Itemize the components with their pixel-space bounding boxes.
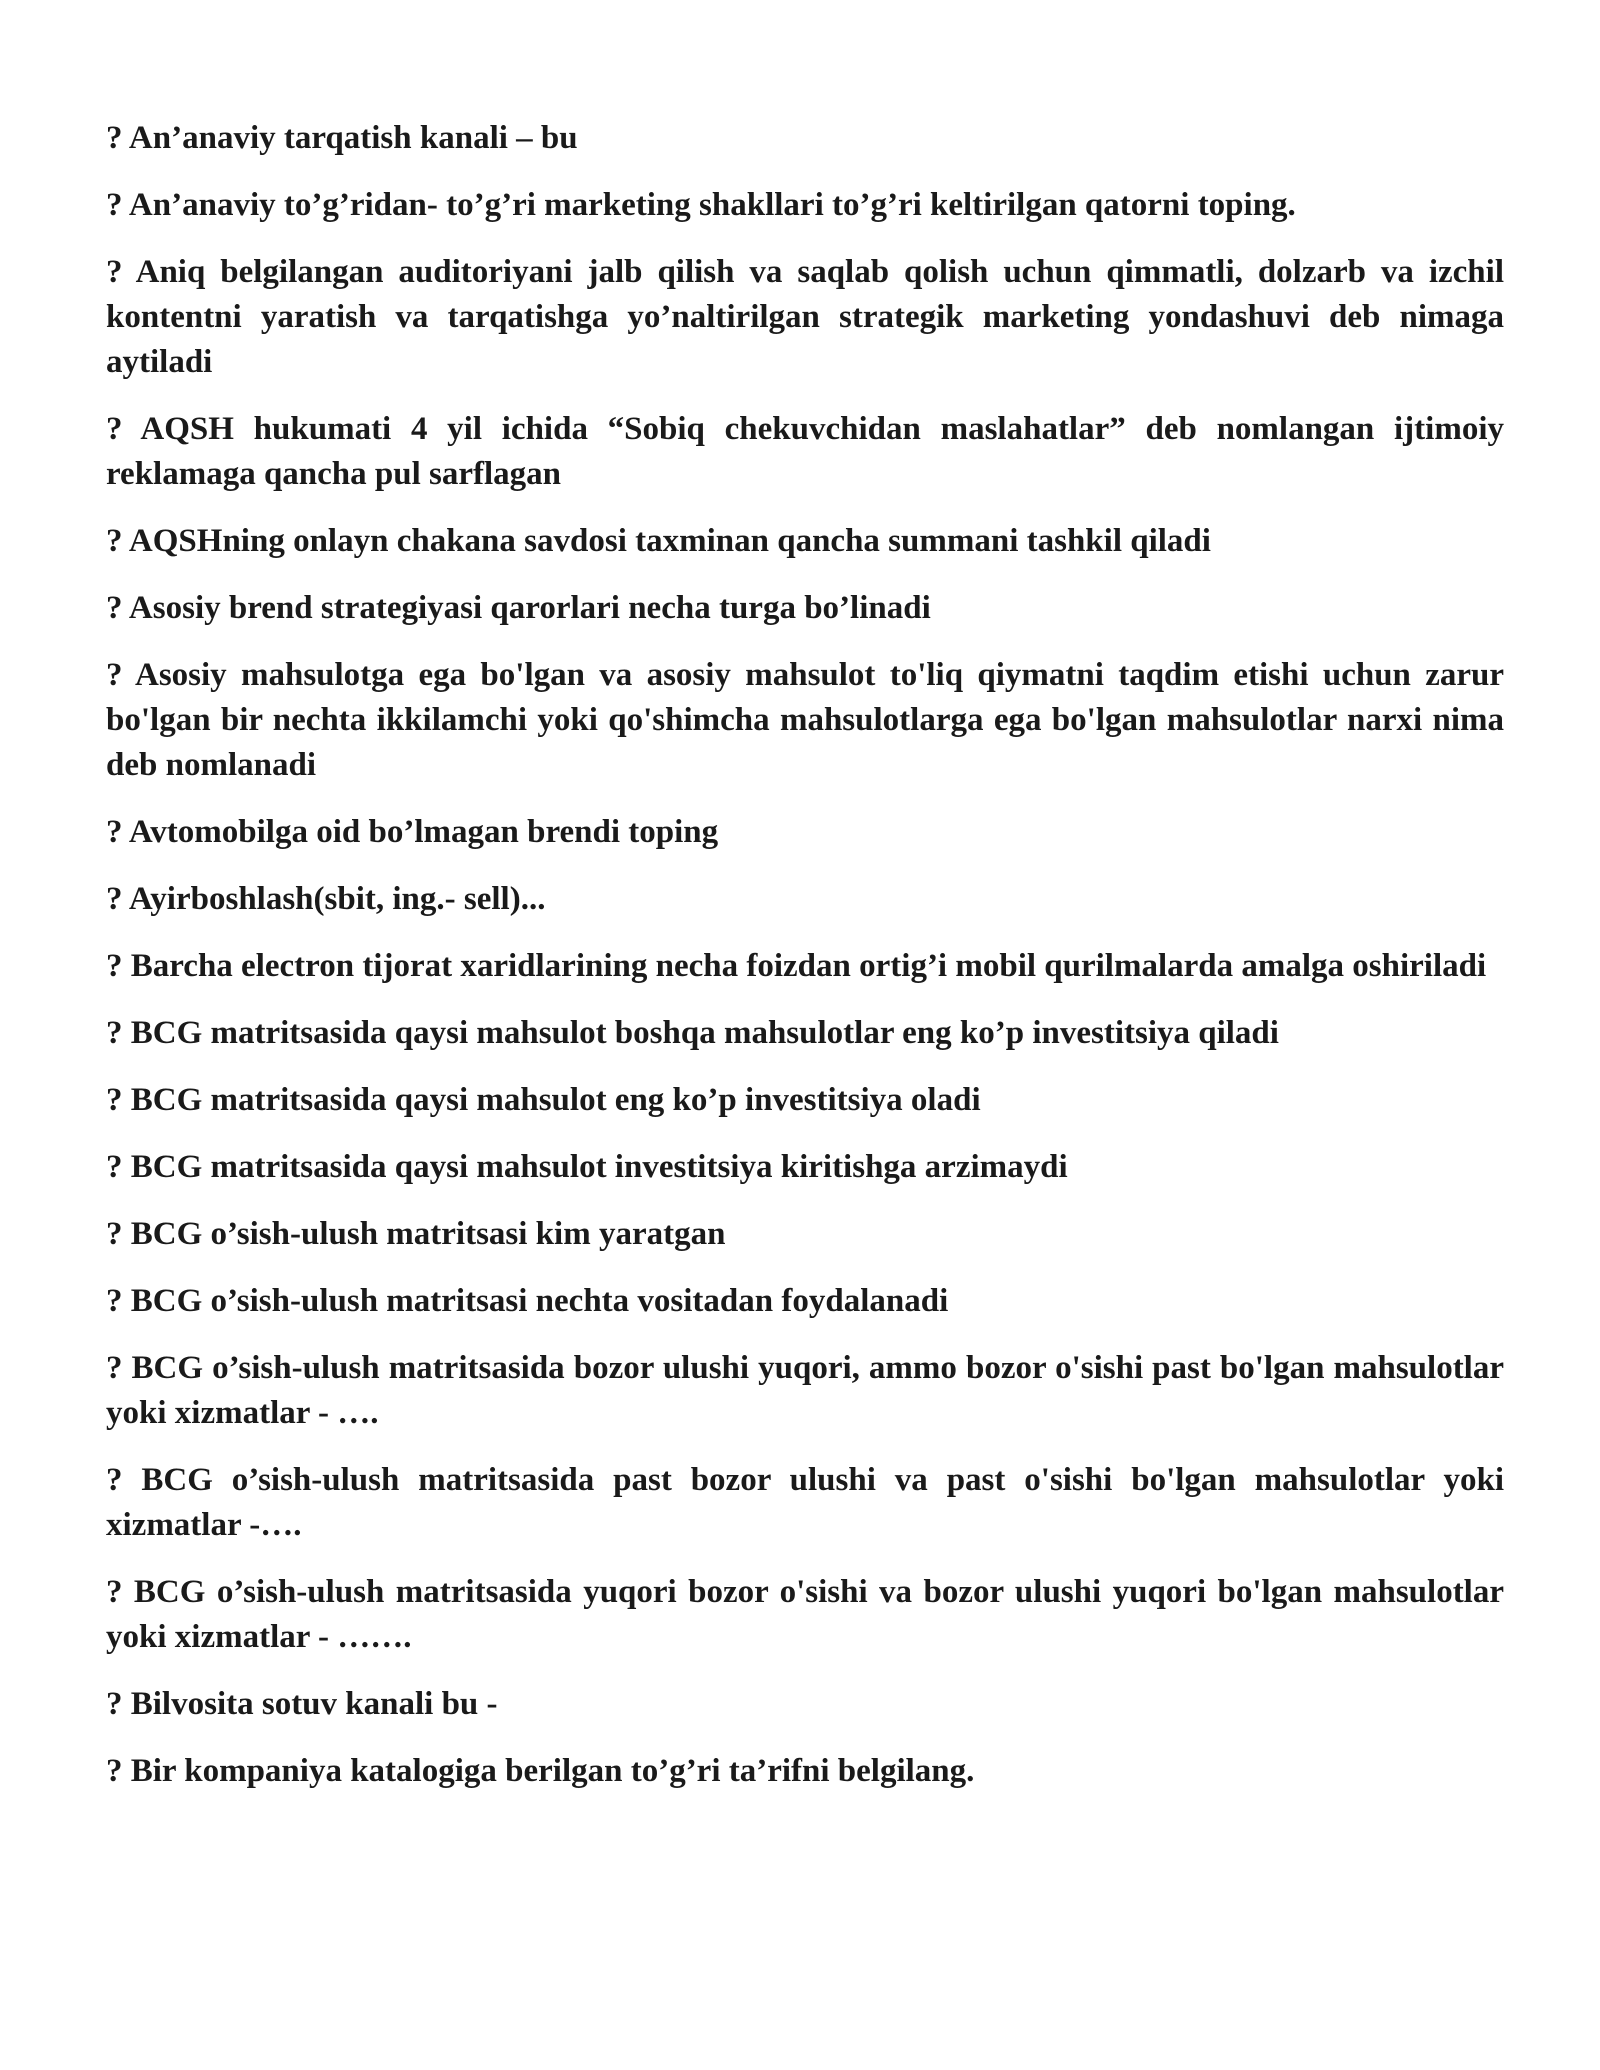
question-item: ? BCG o’sish-ulush matritsasida yuqori bozor o'sishi va bozor ulushi yuqori bo'lgan mahsulotlar yoki xizmatlar - ……. bbox=[106, 1574, 1504, 1655]
question-item: ? BCG matritsasida qaysi mahsulot investitsiya kiritishga arzimaydi bbox=[106, 1149, 1068, 1185]
question-item: ? An’anaviy tarqatish kanali – bu bbox=[106, 120, 578, 156]
question-item: ? AQSHning onlayn chakana savdosi taxminan qancha summani tashkil qiladi bbox=[106, 523, 1211, 559]
question-item: ? Avtomobilga oid bo’lmagan brendi toping bbox=[106, 814, 719, 850]
question-item: ? Aniq belgilangan auditoriyani jalb qilish va saqlab qolish uchun qimmatli, dolzarb va izchil kontentni yaratish va tarqatishga yo’naltirilgan strategik marketing yondashuvi deb nimaga aytiladi bbox=[106, 254, 1504, 380]
question-item: ? Bir kompaniya katalogiga berilgan to’g’ri ta’rifni belgilang. bbox=[106, 1753, 975, 1789]
question-item: ? BCG o’sish-ulush matritsasida bozor ulushi yuqori, ammo bozor o'sishi past bo'lgan mahsulotlar yoki xizmatlar - …. bbox=[106, 1350, 1504, 1431]
question-item: ? Barcha electron tijorat xaridlarining necha foizdan ortig’i mobil qurilmalarda amalga oshiriladi bbox=[106, 948, 1487, 984]
question-item: ? BCG matritsasida qaysi mahsulot eng ko’p investitsiya oladi bbox=[106, 1082, 981, 1118]
question-item: ? AQSH hukumati 4 yil ichida “Sobiq chekuvchidan maslahatlar” deb nomlangan ijtimoiy reklamaga qancha pul sarflagan bbox=[106, 411, 1504, 492]
question-item: ? BCG o’sish-ulush matritsasi nechta vositadan foydalanadi bbox=[106, 1283, 949, 1319]
question-item: ? BCG matritsasida qaysi mahsulot boshqa mahsulotlar eng ko’p investitsiya qiladi bbox=[106, 1015, 1279, 1051]
question-item: ? An’anaviy to’g’ridan- to’g’ri marketing shakllari to’g’ri keltirilgan qatorni toping. bbox=[106, 187, 1296, 223]
question-item: ? BCG o’sish-ulush matritsasida past bozor ulushi va past o'sishi bo'lgan mahsulotlar yoki xizmatlar -…. bbox=[106, 1462, 1504, 1543]
document-page bbox=[106, 116, 1504, 1816]
question-item: ? Asosiy brend strategiyasi qarorlari necha turga bo’linadi bbox=[106, 590, 931, 626]
question-item: ? BCG o’sish-ulush matritsasi kim yaratgan bbox=[106, 1216, 726, 1252]
question-item: ? Ayirboshlash(sbit, ing.- sell)... bbox=[106, 881, 546, 917]
question-item: ? Asosiy mahsulotga ega bo'lgan va asosiy mahsulot to'liq qiymatni taqdim etishi uchun zarur bo'lgan bir nechta ikkilamchi yoki qo'shimcha mahsulotlarga ega bo'lgan mahsulotlar narxi nima deb nomlanadi bbox=[106, 657, 1504, 783]
question-item: ? Bilvosita sotuv kanali bu - bbox=[106, 1686, 498, 1722]
